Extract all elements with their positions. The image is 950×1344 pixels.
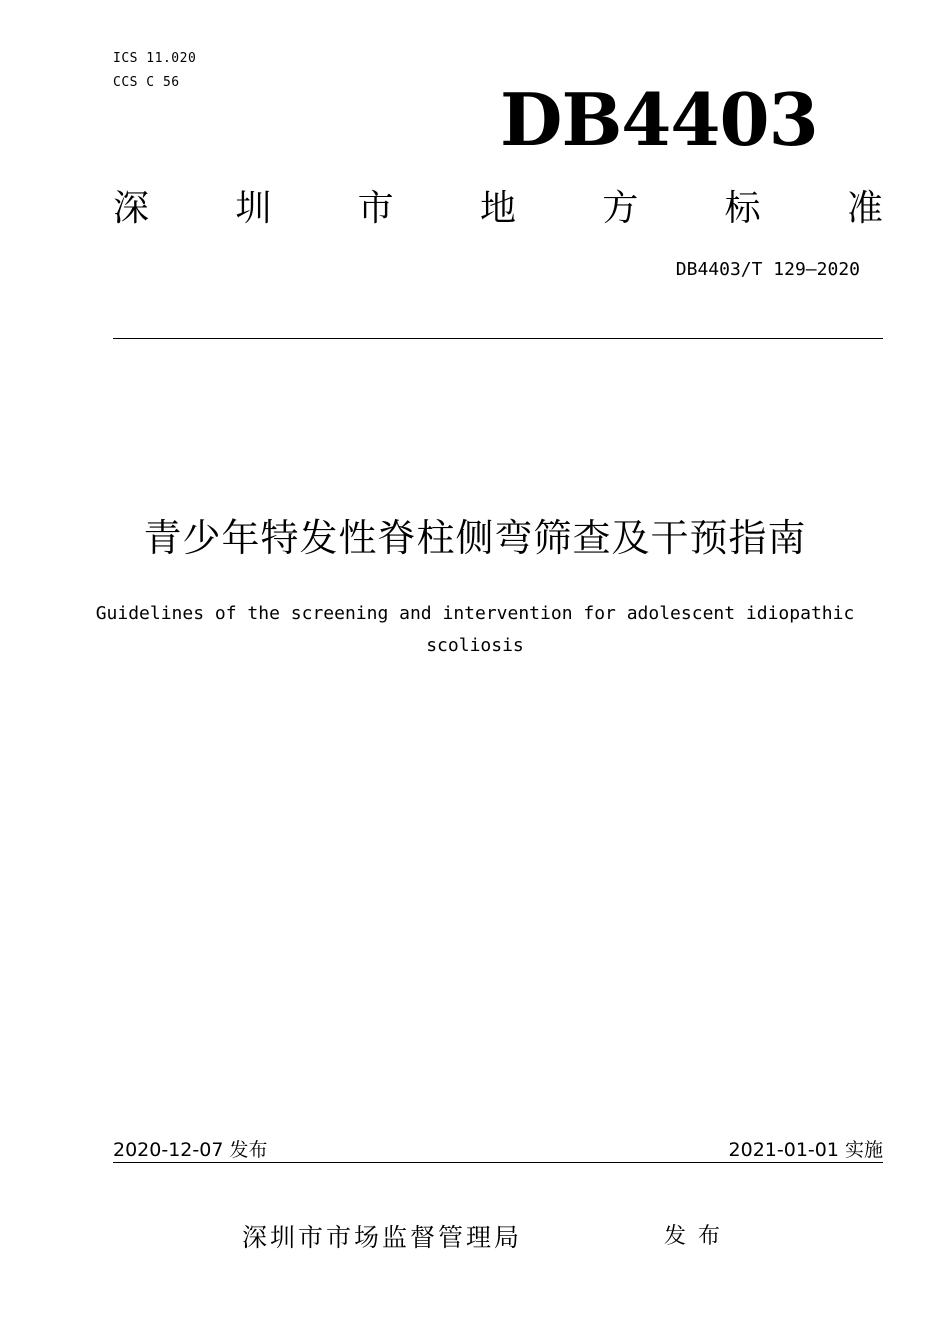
standard-code-logo: DB4403 [500, 77, 818, 162]
standard-type-char: 深 [113, 188, 150, 229]
bottom-divider [113, 1162, 883, 1163]
standard-type-char: 地 [479, 188, 516, 229]
title-english-line: Guidelines of the screening and intervention for adolescent idiopathic [95, 603, 855, 624]
title-english [60, 598, 890, 662]
standard-type-char: 市 [357, 188, 394, 229]
standard-type-char: 标 [724, 188, 761, 229]
standard-type [113, 185, 883, 233]
top-divider [113, 338, 883, 339]
issuer-name: 深圳市市场监督管理局 [242, 1223, 523, 1252]
standard-type-char: 圳 [235, 188, 272, 229]
implement-date: 2021-01-01 实施 [728, 1139, 883, 1161]
ics-code: ICS 11.020 [113, 51, 197, 66]
issue-label: 发布 [664, 1224, 733, 1249]
standard-type-char: 准 [846, 188, 883, 229]
title-english-line: scoliosis [426, 635, 524, 656]
standard-number: DB4403/T 129—2020 [675, 259, 860, 280]
title-chinese: 青少年特发性脊柱侧弯筛查及干预指南 [143, 516, 807, 560]
ccs-code: CCS C 56 [113, 75, 180, 90]
publish-date: 2020-12-07 发布 [113, 1139, 268, 1161]
standard-type-char: 方 [602, 188, 639, 229]
